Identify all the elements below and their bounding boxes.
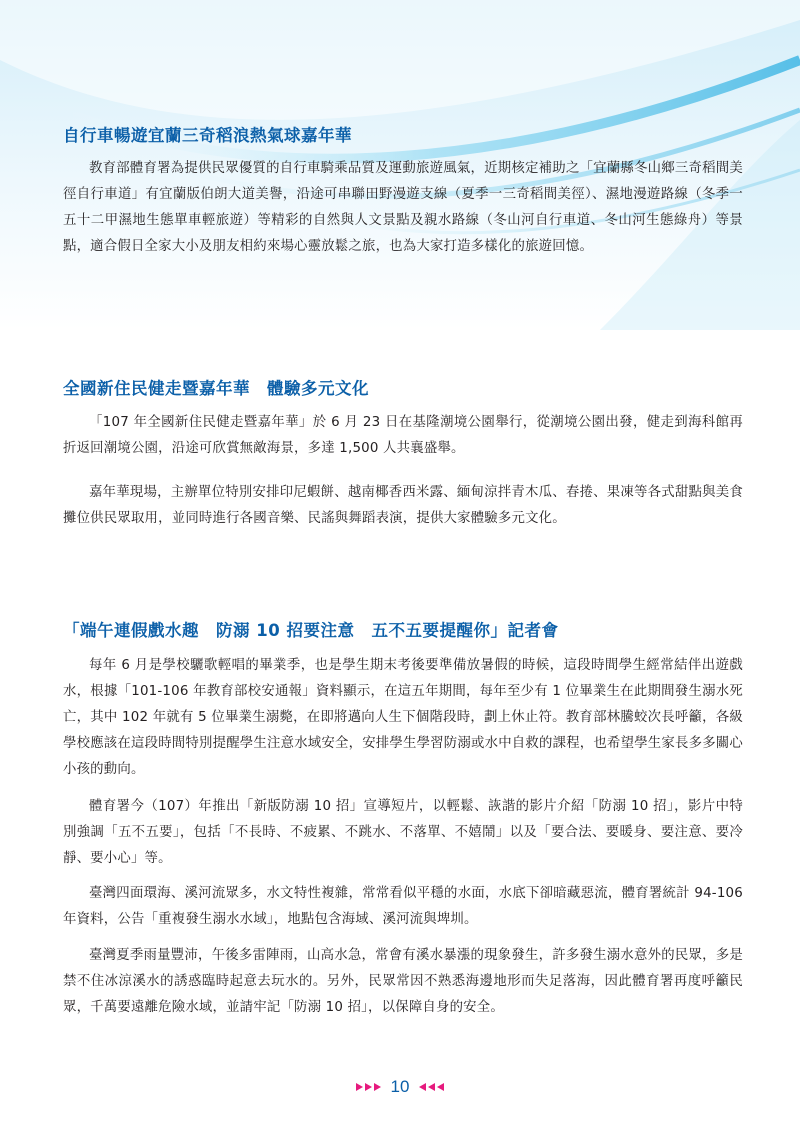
section-heading-bike-festival: 自行車暢遊宜蘭三奇稻浪熱氣球嘉年華: [63, 126, 352, 145]
section-heading-new-immigrants-walk: 全國新住民健走暨嘉年華 體驗多元文化: [63, 379, 369, 398]
paragraph-walk-event: 「107 年全國新住民健走暨嘉年華」於 6 月 23 日在基隆潮境公園舉行，從潮境公園出發，健走到海科館再折返回潮境公園，沿途可欣賞無敵海景，多達 1,500 人共襄盛舉。: [63, 415, 743, 456]
section-heading-drowning-prevention: 「端午連假戲水趣 防溺 10 招要注意 五不五要提醒你」記者會: [63, 621, 559, 640]
paragraph-bike-festival: 教育部體育署為提供民眾優質的自行車騎乘品質及運動旅遊風氣，近期核定補助之「宜蘭縣冬山鄉三奇稻間美徑自行車道」有宜蘭版伯朗大道美譽，沿途可串聯田野漫遊支線（夏季一三奇稻間美徑）、濕地漫遊路線（冬季一五十二甲濕地生態單車輕旅遊）等精彩的自然與人文景點及親水路線（冬山河自行車道、冬山河生態綠舟）等景點，適合假日全家大小及朋友相約來場心靈放鬆之旅，也為大家打造多樣化的旅遊回憶。: [63, 161, 743, 254]
paragraph-summer-rain: 臺灣夏季雨量豐沛，午後多雷陣雨，山高水急，常會有溪水暴漲的現象發生，許多發生溺水意外的民眾，多是禁不住冰涼溪水的誘惑臨時起意去玩水的。另外，民眾常因不熟悉海邊地形而失足落海，因此體育署再度呼籲民眾，千萬要遠離危險水域，並請牢記「防溺 10 招」，以保障自身的安全。: [63, 948, 743, 1015]
page-number: 10: [390, 1077, 410, 1096]
triple-left-arrow-icon: [419, 1083, 444, 1091]
triple-right-arrow-icon: [356, 1083, 381, 1091]
paragraph-graduation-season: 每年 6 月是學校驪歌輕唱的畢業季，也是學生期末考後要準備放暑假的時候，這段時間學生經常結伴出遊戲水，根據「101-106 年教育部校安通報」資料顯示，在這五年期間，每年至少有 1 位畢業生在此期間發生溺水死亡，其中 102 年就有 5 位畢業生溺斃，在即將邁向人生下個階段時，劃上休止符。教育部林騰蛟次長呼籲，各級學校應該在這段時間特別提醒學生注意水域安全，安排學生學習防溺或水中自救的課程，也希望學生家長多多關心小孩的動向。: [63, 658, 743, 777]
paragraph-prevention-video: 體育署今（107）年推出「新版防溺 10 招」宣導短片，以輕鬆、詼諧的影片介紹「防溺 10 招」，影片中特別強調「五不五要」，包括「不長時、不疲累、不跳水、不落單、不嬉鬧」以及「要合法、要暖身、要注意、要冷靜、要小心」等。: [63, 799, 743, 866]
paragraph-carnival: 嘉年華現場，主辦單位特別安排印尼蝦餅、越南椰香西米露、緬甸涼拌青木瓜、春捲、果凍等各式甜點與美食攤位供民眾取用，並同時進行各國音樂、民謠與舞蹈表演，提供大家體驗多元文化。: [63, 485, 743, 526]
paragraph-waterways: 臺灣四面環海、溪河流眾多，水文特性複雜，常常看似平穩的水面，水底下卻暗藏惡流，體育署統計 94-106 年資料，公告「重複發生溺水水域」，地點包含海域、溪河流與埤圳。: [63, 886, 743, 927]
page-footer: [0, 1077, 800, 1097]
